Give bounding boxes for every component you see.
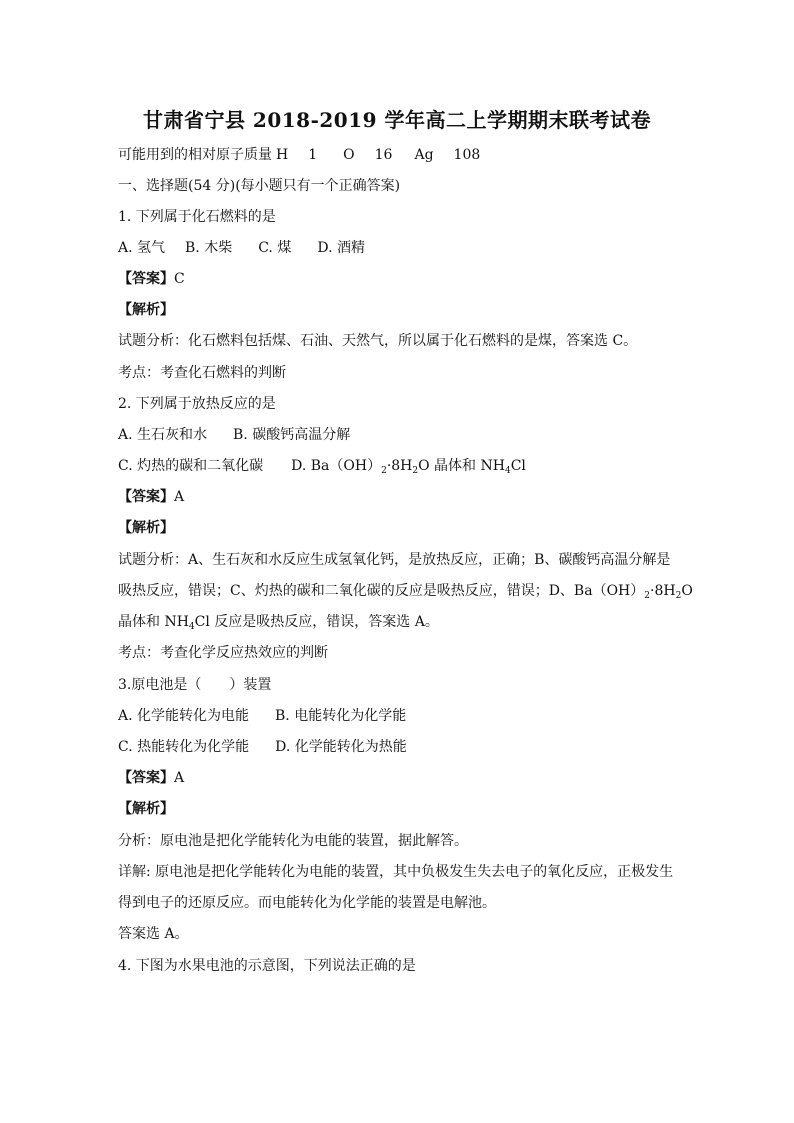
q3-xiangjie-line1: 详解: 原电池是把化学能转化为电能的装置，其中负极发生失去电子的氧化反应，正极发生 [118,864,674,880]
q2-analysis-line3: 晶体和 $NH_4Cl$ 反应是吸热反应，错误，答案选 A。 [118,614,439,632]
q2-answer-label: 【答案】 [118,489,174,505]
q1-option-c: C. 煤 [258,240,292,256]
q2-options-cd [118,457,526,475]
atomic-mass-line [118,146,480,164]
q2-stem: 2. 下列属于放热反应的是 [118,396,276,412]
mass-h: 1 [308,147,318,163]
q1-analysis: 试题分析：化石燃料包括煤、石油、天然气，所以属于化石燃料的是煤，答案选 C。 [118,333,638,349]
q3-fenxi: 分析：原电池是把化学能转化为电能的装置，据此解答。 [118,833,468,849]
q1-options [118,239,365,257]
q2-option-a: A. 生石灰和水 [118,427,208,443]
mass-o: 16 [374,147,393,163]
q2-answer-value: A [174,489,185,505]
q3-option-a: A. 化学能转化为电能 [118,708,250,724]
q4-stem: 4. 下图为水果电池的示意图，下列说法正确的是 [118,958,416,974]
q3-options-cd [118,738,407,756]
q3-option-d: D. 化学能转化为热能 [275,739,407,755]
q1-option-b: B. 木柴 [185,240,233,256]
q2-analysis-line1: 试题分析：A、生石灰和水反应生成氢氧化钙，是放热反应，正确；B、碳酸钙高温分解是 [118,552,671,568]
q3-answer-value: A [174,770,185,786]
q1-answer [118,270,185,288]
q3-options-ab [118,707,406,725]
atomic-mass-label: 可能用到的相对原子质量 [118,147,272,163]
q3-answer-label: 【答案】 [118,770,174,786]
q2-answer [118,488,184,506]
element-o: O [343,147,355,163]
q1-option-a: A. 氢气 [118,240,166,256]
q2-analysis-line2: 吸热反应，错误；C、灼热的碳和二氧化碳的反应是吸热反应，错误；D、$Ba(OH)_2\cdot 8H_2O$ [118,583,693,601]
q2-kaodian: 考点：考查化学反应热效应的判断 [118,645,328,661]
q1-analysis-label: 【解析】 [118,302,174,318]
q2-analysis-label: 【解析】 [118,520,174,536]
q2-option-d: D. $Ba(OH)_2\cdot 8H_2O$ 晶体和 $NH_4Cl$ [291,458,526,476]
q1-option-d: D. 酒精 [317,240,365,256]
q2-options-ab [118,426,350,444]
q3-answer [118,769,184,787]
q1-kaodian: 考点：考查化石燃料的判断 [118,365,286,381]
q2-option-b: B. 碳酸钙高温分解 [233,427,351,443]
q2-option-c: C. 灼热的碳和二氧化碳 [118,458,264,474]
q1-stem: 1. 下列属于化石燃料的是 [118,209,276,225]
element-h: H [276,147,289,163]
q3-option-c: C. 热能转化为化学能 [118,739,250,755]
q3-option-b: B. 电能转化为化学能 [275,708,407,724]
q3-stem: 3.原电池是（ ）装置 [118,677,272,693]
mass-ag: 108 [453,147,481,163]
section-heading: 一、选择题(54 分)(每小题只有一个正确答案) [118,178,401,194]
q1-answer-label: 【答案】 [118,271,174,287]
q3-analysis-label: 【解析】 [118,801,174,817]
element-ag: Ag [414,147,434,163]
page-title: 甘肃省宁县 2018-2019 学年高二上学期期末联考试卷 [142,108,652,132]
q1-answer-value: C [174,271,185,287]
q3-xiangjie-line2: 得到电子的还原反应。而电能转化为化学能的装置是电解池。 [118,895,496,911]
q3-conclusion: 答案选 A。 [118,926,189,942]
